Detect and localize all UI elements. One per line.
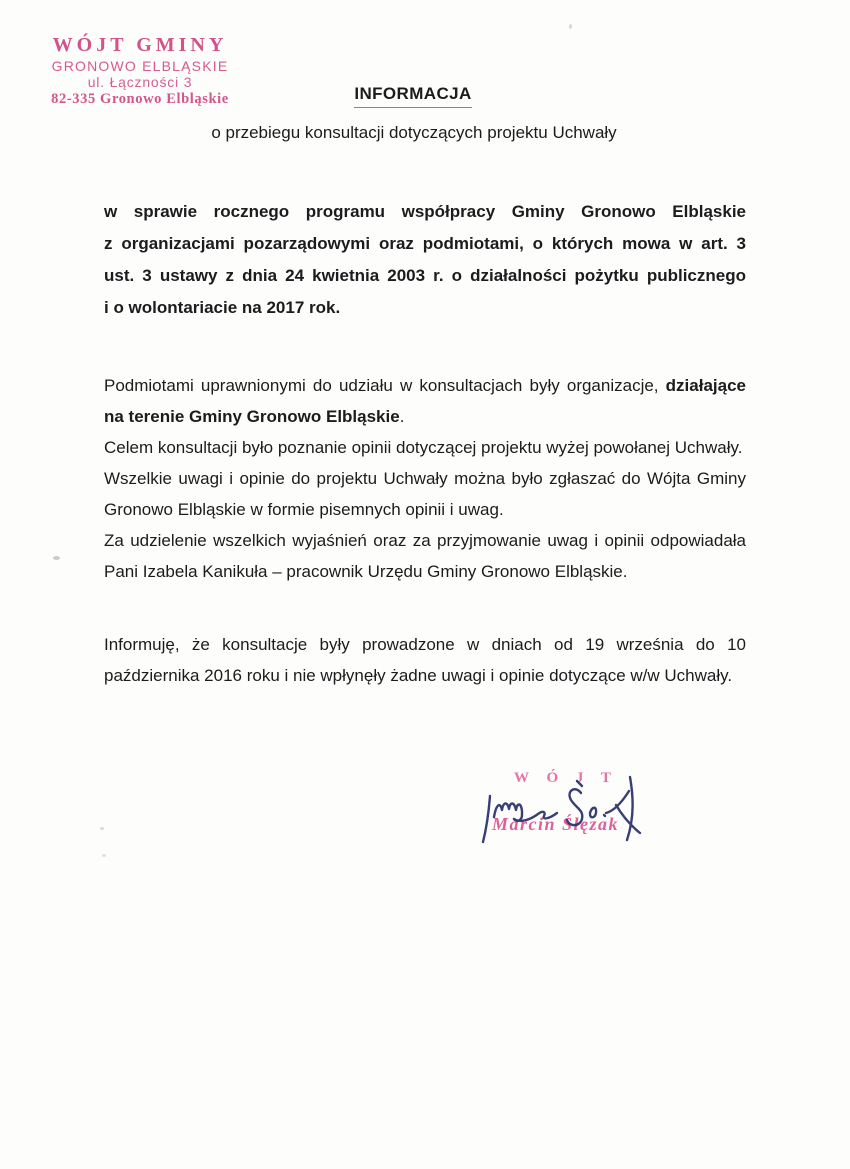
paragraph-details-line-2 bbox=[104, 401, 746, 432]
stamp-line-authority: WÓJT GMINY bbox=[52, 34, 228, 56]
paragraph-subject-line-3: ust. 3 ustawy z dnia 24 kwietnia 2003 r. o działalności pożytku publicznego bbox=[104, 266, 746, 285]
signature-block bbox=[478, 764, 658, 854]
scan-speck bbox=[102, 854, 106, 857]
paragraph-subject-line-1: w sprawie rocznego programu współpracy Gminy Gronowo Elbląskie bbox=[104, 202, 746, 221]
paragraph-subject bbox=[104, 196, 746, 324]
paragraph-details-line-4: Wszelkie uwagi i opinie do projektu Uchwały można było zgłaszać do Wójta Gminy bbox=[104, 469, 746, 488]
signature-stamp-name: Marcin Ślęzak bbox=[492, 814, 620, 834]
scan-speck bbox=[53, 556, 60, 560]
details-line2-bold: na terenie Gminy Gronowo Elbląskie bbox=[104, 407, 400, 426]
paragraph-subject-line-2: z organizacjami pozarządowymi oraz podmiotami, o których mowa w art. 3 bbox=[104, 234, 746, 253]
paragraph-conclusion bbox=[104, 629, 746, 691]
details-line1-bold: działające bbox=[665, 376, 746, 395]
document-subtitle: o przebiegu konsultacji dotyczących projektu Uchwały bbox=[211, 123, 617, 142]
paragraph-details-line-3: Celem konsultacji było poznanie opinii dotyczącej projektu wyżej powołanej Uchwały. bbox=[104, 438, 743, 457]
paragraph-conclusion-line-2: października 2016 roku i nie wpłynęły żadne uwagi i opinie dotyczące w/w Uchwały. bbox=[104, 666, 733, 685]
paragraph-details-line-6: Za udzielenie wszelkich wyjaśnień oraz za przyjmowanie uwag i opinii odpowiadała bbox=[104, 531, 746, 550]
stamp-line-municipality: GRONOWO ELBLĄSKIE bbox=[51, 57, 229, 74]
paragraph-details-line-5: Gronowo Elbląskie w formie pisemnych opinii i uwag. bbox=[104, 500, 504, 519]
details-line2-regular: . bbox=[399, 407, 405, 426]
paragraph-details-line-7: Pani Izabela Kanikuła – pracownik Urzędu Gminy Gronowo Elbląskie. bbox=[104, 562, 628, 581]
details-line1-regular: Podmiotami uprawnionymi do udziału w konsultacjach były organizacje, bbox=[104, 376, 666, 395]
scan-speck bbox=[100, 827, 104, 830]
title-block bbox=[104, 84, 746, 143]
document-title: INFORMACJA bbox=[354, 84, 471, 108]
signature-stamp-title: W Ó J T bbox=[514, 770, 618, 786]
paragraph-subject-line-4: i o wolontariacie na 2017 rok. bbox=[104, 298, 341, 317]
stamp-line-street: ul. Łączności 3 bbox=[87, 74, 193, 91]
paragraph-details-line-1 bbox=[104, 370, 746, 401]
stamp-line-postal: 82-335 Gronowo Elbląskie bbox=[51, 90, 229, 107]
scan-speck bbox=[569, 24, 572, 29]
paragraph-details bbox=[104, 370, 746, 587]
paragraph-conclusion-line-1: Informuję, że konsultacje były prowadzone w dniach od 19 września do 10 bbox=[104, 635, 746, 654]
signature-scrawl-drawing bbox=[478, 764, 658, 854]
